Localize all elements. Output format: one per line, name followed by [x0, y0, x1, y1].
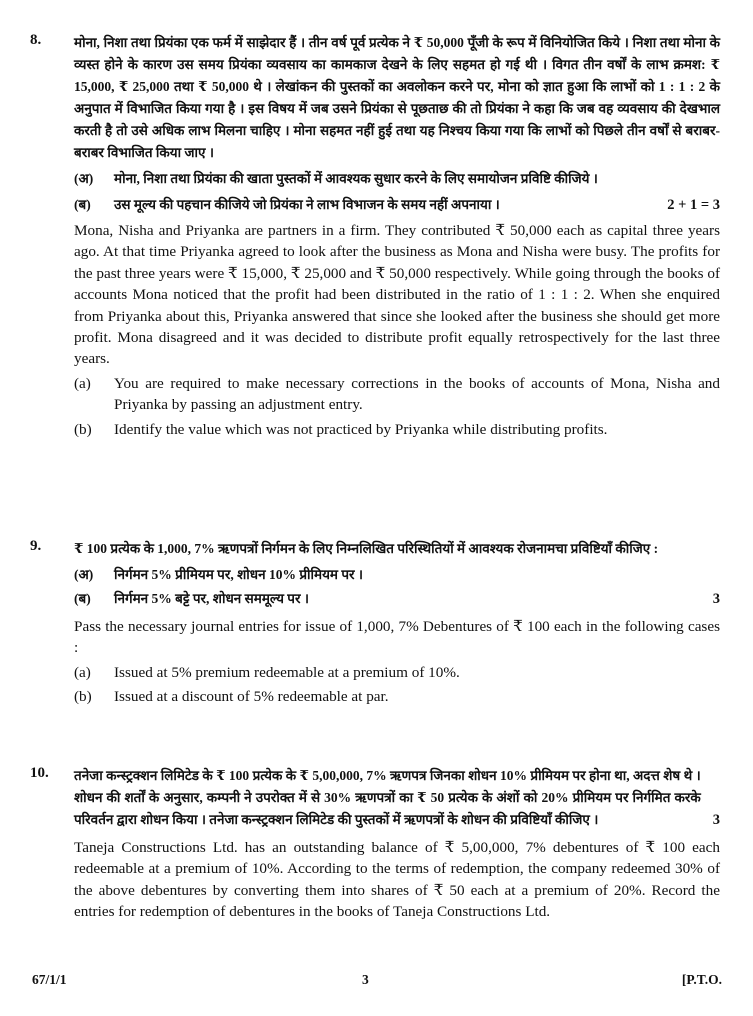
subpart-label: (अ)	[74, 171, 94, 186]
subpart-label: (ब)	[74, 591, 91, 606]
subpart-text: उस मूल्य की पहचान कीजिये जो प्रियंका ने लाभ विभाजन के समय नहीं अपनाया ।	[114, 197, 500, 212]
subpart-text: Issued at 5% premium redeemable at a premium of 10%.	[114, 663, 460, 681]
english-subpart-a	[74, 373, 720, 416]
hindi-subpart-a	[74, 564, 720, 586]
subpart-text: Identify the value which was not practiced by Priyanka while distributing profits.	[114, 420, 608, 438]
hindi-question-text: मोना, निशा तथा प्रियंका एक फर्म में साझेदार हैं । तीन वर्ष पूर्व प्रत्येक ने ₹ 50,000 पूँजी के रूप में विनियोजित किये । निशा तथा मोना के व्यस्त होने के कारण उस समय प्रियंका व्यवसाय का कामकाज देखने के लिए सहमत हो गई थी । विगत तीन वर्षों के लाभ क्रमश: ₹ 15,000, ₹ 25,000 तथा ₹ 50,000 थे । लेखांकन की पुस्तकों का अवलोकन करने पर, मोना को ज्ञात हुआ कि लाभों को 1 : 1 : 2 के अनुपात में विभाजित किया गया है । इस विषय में जब उसने प्रियंका से पूछताछ की तो प्रियंका ने कहा कि जब वह व्यवसाय की देखभाल करती है तो उसे अधिक लाभ मिलना चाहिए । मोना सहमत नहीं हुई तथा यह निश्चय किया गया कि लाभों को पिछले तीन वर्षों से बराबर-बराबर विभाजित किया जाए ।	[74, 35, 720, 160]
question-number: 8.	[30, 32, 42, 48]
english-question-text: Mona, Nisha and Priyanka are partners in a firm. They contributed ₹ 50,000 each as capital three years ago. At that time Priyanka agreed to look after the business as Mona and Nisha were busy. The profits for the past three years were ₹ 15,000, ₹ 25,000 and ₹ 50,000 respectively. While going through the books of accounts Mona noticed that the profit had been distributed in the ratio of 1 : 1 : 2. When she enquired from Priyanka about this, Priyanka answered that since she looked after the business she should get more profit. Mona disagreed and it was decided to distribute profit equally retrospectively for the last three years.	[74, 222, 720, 368]
pto-marker: [P.T.O.	[681, 972, 722, 987]
english-subpart-a	[74, 662, 720, 683]
subpart-text: निर्गमन 5% बट्टे पर, शोधन सममूल्य पर ।	[114, 591, 309, 606]
subpart-label: (ब)	[74, 197, 91, 212]
hindi-question-text: ₹ 100 प्रत्येक के 1,000, 7% ऋणपत्रों निर्गमन के लिए निम्नलिखित परिस्थितियों में आवश्यक रोजनामचा प्रविष्टियाँ कीजिए :	[74, 541, 659, 556]
subpart-text: Issued at a discount of 5% redeemable at par.	[114, 688, 389, 706]
subpart-label: (a)	[74, 374, 91, 392]
hindi-subpart-a	[74, 168, 720, 190]
hindi-question-block	[74, 765, 720, 831]
paper-code: 67/1/1	[32, 972, 67, 987]
english-question-text: Pass the necessary journal entries for issue of 1,000, 7% Debentures of ₹ 100 each in the following cases :	[74, 618, 720, 657]
hindi-subpart-b	[74, 194, 720, 216]
subpart-text: निर्गमन 5% प्रीमियम पर, शोधन 10% प्रीमियम पर ।	[114, 567, 364, 582]
subpart-label: (a)	[74, 663, 91, 681]
english-question-text: Taneja Constructions Ltd. has an outstanding balance of ₹ 5,00,000, 7% debentures of ₹ 100 each redeemable at a premium of 10%. According to the terms of redemption, the company redeemed 30% of the above debentures by converting them into shares of ₹ 50 each at a premium of 20%. Record the entries for redemption of debentures in the books of Taneja Constructions Ltd.	[74, 839, 720, 921]
subpart-text: मोना, निशा तथा प्रियंका की खाता पुस्तकों में आवश्यक सुधार करने के लिए समायोजन प्रविष्टि कीजिये ।	[114, 171, 598, 186]
english-subpart-b	[74, 419, 720, 440]
hindi-question-text: तनेजा कन्स्ट्रक्शन लिमिटेड के ₹ 100 प्रत्येक के ₹ 5,00,000, 7% ऋणपत्र जिनका शोधन 10% प्रीमियम पर होना था, अदत्त शेष थे । शोधन की शर्तों के अनुसार, कम्पनी ने उपरोक्त में से 30% ऋणपत्रों का ₹ 50 प्रत्येक के अंशों को 20% प्रीमियम पर निर्गमित करके परिवर्तन द्वारा शोधन किया । तनेजा कन्स्ट्रक्शन लिमिटेड की पुस्तकों में ऋणपत्रों के शोधन की प्रविष्टियाँ कीजिए ।	[74, 768, 701, 827]
subpart-text: You are required to make necessary corrections in the books of accounts of Mona, Nisha and Priyanka by passing an adjustment entry.	[114, 374, 720, 414]
english-subpart-b	[74, 686, 720, 707]
question-9	[30, 538, 720, 708]
marks: 3	[712, 591, 720, 607]
subpart-label: (अ)	[74, 567, 94, 582]
hindi-subpart-b	[74, 588, 720, 610]
question-number: 9.	[30, 538, 42, 554]
subpart-label: (b)	[74, 688, 92, 706]
page-number: 3	[362, 972, 369, 987]
marks: 3	[712, 812, 720, 828]
question-10	[30, 765, 720, 923]
subpart-label: (b)	[74, 420, 92, 438]
question-8	[30, 32, 720, 440]
marks: 2 + 1 = 3	[667, 197, 720, 213]
question-number: 10.	[30, 765, 49, 781]
